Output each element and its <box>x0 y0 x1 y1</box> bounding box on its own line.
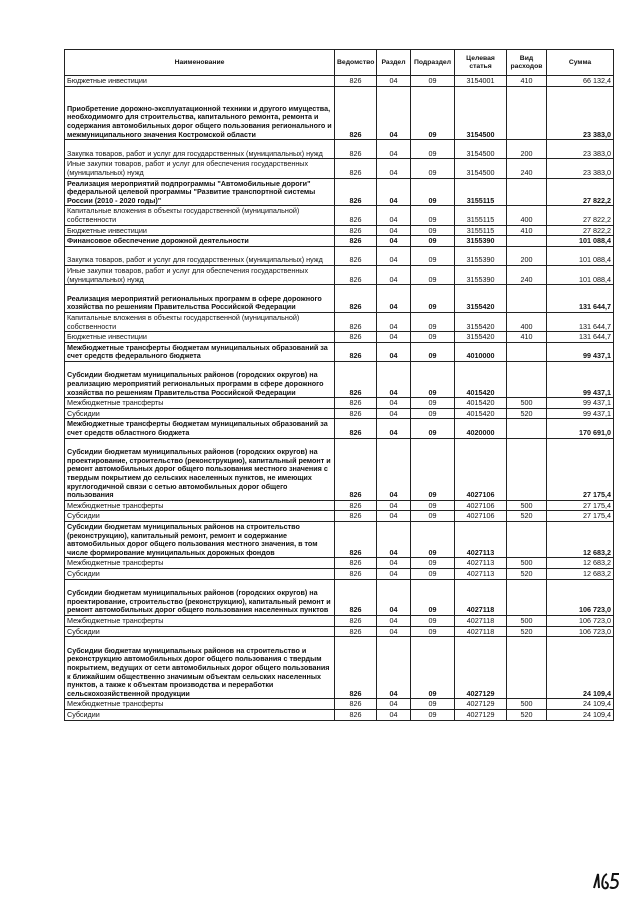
table-row <box>65 615 614 626</box>
row-dept: 826 <box>335 76 377 87</box>
row-section: 04 <box>377 86 411 140</box>
table-row <box>65 140 614 159</box>
row-subsection: 09 <box>411 265 455 284</box>
row-subsection: 09 <box>411 76 455 87</box>
table-header <box>65 50 614 76</box>
table-row <box>65 332 614 343</box>
table-row <box>65 408 614 419</box>
row-section: 04 <box>377 419 411 438</box>
table-row <box>65 312 614 331</box>
table-row <box>65 225 614 236</box>
row-section: 04 <box>377 265 411 284</box>
row-name: Бюджетные инвестиции <box>65 76 335 87</box>
row-dept: 826 <box>335 246 377 265</box>
row-dept: 826 <box>335 709 377 720</box>
row-dept: 826 <box>335 500 377 511</box>
row-section: 04 <box>377 709 411 720</box>
row-sum: 27 175,4 <box>547 500 614 511</box>
row-sum: 12 683,2 <box>547 558 614 569</box>
row-name: Субсидии бюджетам муниципальных районов (городских округов) на реализацию мероприятий региональных программ в сфере дорожного хозяйства по решениям Правительства Российской Федерации <box>65 361 335 397</box>
row-target: 4027113 <box>455 569 507 580</box>
row-section: 04 <box>377 178 411 206</box>
row-dept: 826 <box>335 419 377 438</box>
row-target: 4027106 <box>455 511 507 522</box>
budget-table <box>64 49 614 721</box>
row-dept: 826 <box>335 332 377 343</box>
row-target: 3155115 <box>455 225 507 236</box>
row-sum: 24 109,4 <box>547 709 614 720</box>
header-name: Наименование <box>65 50 335 76</box>
row-kind: 500 <box>507 558 547 569</box>
row-sum: 12 683,2 <box>547 569 614 580</box>
row-name: Субсидии <box>65 626 335 637</box>
table-row <box>65 709 614 720</box>
row-kind: 520 <box>507 709 547 720</box>
row-name: Бюджетные инвестиции <box>65 332 335 343</box>
table-row <box>65 86 614 140</box>
row-sum: 24 109,4 <box>547 699 614 710</box>
row-name: Финансовое обеспечение дорожной деятельности <box>65 236 335 247</box>
row-subsection: 09 <box>411 522 455 558</box>
row-kind: 400 <box>507 312 547 331</box>
row-sum: 23 383,0 <box>547 86 614 140</box>
row-subsection: 09 <box>411 569 455 580</box>
row-name: Закупка товаров, работ и услуг для государственных (муниципальных) нужд <box>65 140 335 159</box>
row-dept: 826 <box>335 312 377 331</box>
row-name: Субсидии бюджетам муниципальных районов (городских округов) на проектирование, строительство (реконструкцию), капитальный ремонт и ремонт автомобильных дорог общего пользования населенных пунктов <box>65 579 335 615</box>
row-kind <box>507 342 547 361</box>
header-kind: Вид расходов <box>507 50 547 76</box>
row-name: Капитальные вложения в объекты государственной (муниципальной) собственности <box>65 312 335 331</box>
table-row <box>65 500 614 511</box>
row-section: 04 <box>377 76 411 87</box>
row-section: 04 <box>377 522 411 558</box>
row-target: 4015420 <box>455 398 507 409</box>
row-kind: 520 <box>507 569 547 580</box>
row-kind: 400 <box>507 206 547 225</box>
row-section: 04 <box>377 637 411 699</box>
row-subsection: 09 <box>411 419 455 438</box>
table-row <box>65 637 614 699</box>
row-kind: 500 <box>507 500 547 511</box>
row-subsection: 09 <box>411 178 455 206</box>
row-sum: 12 683,2 <box>547 522 614 558</box>
row-target: 3155390 <box>455 236 507 247</box>
table-row <box>65 579 614 615</box>
row-target: 3154500 <box>455 86 507 140</box>
row-dept: 826 <box>335 626 377 637</box>
table-row <box>65 159 614 178</box>
row-sum: 131 644,7 <box>547 285 614 313</box>
row-subsection: 09 <box>411 285 455 313</box>
row-kind <box>507 86 547 140</box>
row-dept: 826 <box>335 361 377 397</box>
row-subsection: 09 <box>411 615 455 626</box>
row-dept: 826 <box>335 285 377 313</box>
row-sum: 27 822,2 <box>547 206 614 225</box>
row-subsection: 09 <box>411 312 455 331</box>
row-section: 04 <box>377 579 411 615</box>
row-name: Субсидии бюджетам муниципальных районов (городских округов) на проектирование, строительство (реконструкцию), капитальный ремонт и ремонт автомобильных дорог общего пользования местного значения с твердым покрытием до сельских населенных пунктов, не имеющих круглогодичной связи с сетью автомобильных дорог общего пользования <box>65 438 335 500</box>
row-section: 04 <box>377 569 411 580</box>
row-dept: 826 <box>335 398 377 409</box>
row-dept: 826 <box>335 569 377 580</box>
row-sum: 27 175,4 <box>547 438 614 500</box>
row-name: Капитальные вложения в объекты государственной (муниципальной) собственности <box>65 206 335 225</box>
row-name: Субсидии <box>65 408 335 419</box>
row-section: 04 <box>377 312 411 331</box>
table-row <box>65 511 614 522</box>
table-row <box>65 419 614 438</box>
row-kind <box>507 361 547 397</box>
row-subsection: 09 <box>411 86 455 140</box>
row-section: 04 <box>377 342 411 361</box>
row-kind: 500 <box>507 615 547 626</box>
row-target: 4027118 <box>455 626 507 637</box>
row-kind: 520 <box>507 408 547 419</box>
row-target: 4015420 <box>455 361 507 397</box>
row-target: 3155390 <box>455 246 507 265</box>
row-target: 3155420 <box>455 312 507 331</box>
row-name: Реализация мероприятий региональных программ в сфере дорожного хозяйства по решениям Правительства Российской Федерации <box>65 285 335 313</box>
row-section: 04 <box>377 511 411 522</box>
row-section: 04 <box>377 615 411 626</box>
row-kind: 410 <box>507 76 547 87</box>
row-target: 4027113 <box>455 522 507 558</box>
row-name: Иные закупки товаров, работ и услуг для обеспечения государственных (муниципальных) нужд <box>65 265 335 284</box>
row-kind: 500 <box>507 398 547 409</box>
row-subsection: 09 <box>411 398 455 409</box>
row-name: Приобретение дорожно-эксплуатационной техники и другого имущества, необходимомго для строительства, капитального ремонта, ремонта и содержания автомобильных дорог общего пользования регионального и межмуниципального значения Костромской области <box>65 86 335 140</box>
row-subsection: 09 <box>411 709 455 720</box>
row-dept: 826 <box>335 225 377 236</box>
row-subsection: 09 <box>411 236 455 247</box>
row-subsection: 09 <box>411 246 455 265</box>
row-section: 04 <box>377 236 411 247</box>
row-section: 04 <box>377 285 411 313</box>
header-target: Целевая статья <box>455 50 507 76</box>
row-kind: 240 <box>507 265 547 284</box>
row-dept: 826 <box>335 615 377 626</box>
row-section: 04 <box>377 500 411 511</box>
row-kind <box>507 579 547 615</box>
row-name: Субсидии <box>65 569 335 580</box>
row-sum: 99 437,1 <box>547 398 614 409</box>
row-name: Реализация мероприятий подпрограммы "Автомобильные дороги" федеральной целевой программы "Развитие транспортной системы России (2010 - 2020 годы)" <box>65 178 335 206</box>
row-kind <box>507 522 547 558</box>
row-kind <box>507 178 547 206</box>
row-name: Иные закупки товаров, работ и услуг для обеспечения государственных (муниципальных) нужд <box>65 159 335 178</box>
table-row <box>65 626 614 637</box>
row-subsection: 09 <box>411 637 455 699</box>
row-subsection: 09 <box>411 438 455 500</box>
row-sum: 27 822,2 <box>547 178 614 206</box>
row-target: 4015420 <box>455 408 507 419</box>
row-subsection: 09 <box>411 511 455 522</box>
row-name: Закупка товаров, работ и услуг для государственных (муниципальных) нужд <box>65 246 335 265</box>
table-row <box>65 206 614 225</box>
row-sum: 101 088,4 <box>547 236 614 247</box>
row-name: Субсидии <box>65 511 335 522</box>
row-sum: 23 383,0 <box>547 159 614 178</box>
row-name: Субсидии бюджетам муниципальных районов на строительство (реконструкцию), капитальный ремонт, ремонт и содержание автомобильных дорог общего пользования местного значения, в том числе формирование муниципальных дорожных фондов <box>65 522 335 558</box>
row-subsection: 09 <box>411 140 455 159</box>
row-target: 3155115 <box>455 178 507 206</box>
row-target: 3155420 <box>455 332 507 343</box>
row-section: 04 <box>377 206 411 225</box>
row-section: 04 <box>377 699 411 710</box>
row-section: 04 <box>377 408 411 419</box>
row-target: 3155390 <box>455 265 507 284</box>
row-sum: 99 437,1 <box>547 342 614 361</box>
row-sum: 131 644,7 <box>547 312 614 331</box>
row-kind: 200 <box>507 246 547 265</box>
row-sum: 170 691,0 <box>547 419 614 438</box>
row-target: 4027129 <box>455 637 507 699</box>
row-kind: 410 <box>507 225 547 236</box>
row-dept: 826 <box>335 159 377 178</box>
row-target: 3154500 <box>455 159 507 178</box>
row-dept: 826 <box>335 178 377 206</box>
row-subsection: 09 <box>411 558 455 569</box>
row-sum: 131 644,7 <box>547 332 614 343</box>
row-target: 3155420 <box>455 285 507 313</box>
row-name: Межбюджетные трансферты бюджетам муниципальных образований за счет средств федерального бюджета <box>65 342 335 361</box>
row-dept: 826 <box>335 86 377 140</box>
row-subsection: 09 <box>411 332 455 343</box>
row-kind: 520 <box>507 626 547 637</box>
table-row <box>65 246 614 265</box>
row-sum: 106 723,0 <box>547 579 614 615</box>
row-dept: 826 <box>335 236 377 247</box>
row-name: Межбюджетные трансферты <box>65 398 335 409</box>
page-number-handwritten <box>591 868 621 892</box>
row-sum: 23 383,0 <box>547 140 614 159</box>
row-sum: 99 437,1 <box>547 361 614 397</box>
row-name: Межбюджетные трансферты <box>65 615 335 626</box>
table-row <box>65 285 614 313</box>
row-kind <box>507 236 547 247</box>
row-subsection: 09 <box>411 342 455 361</box>
row-name: Межбюджетные трансферты <box>65 558 335 569</box>
row-sum: 66 132,4 <box>547 76 614 87</box>
row-dept: 826 <box>335 511 377 522</box>
table-row <box>65 342 614 361</box>
row-target: 4027106 <box>455 438 507 500</box>
row-target: 4027113 <box>455 558 507 569</box>
row-name: Субсидии бюджетам муниципальных районов на строительство и реконструкцию автомобильных дорог общего пользования с твердым покрытием, ведущих от сети автомобильных дорог общего пользования к ближайшим общественно значимым объектам сельских населенных пунктов, а также к объектам производства и переработки сельскохозяйственной продукции <box>65 637 335 699</box>
row-subsection: 09 <box>411 500 455 511</box>
row-sum: 101 088,4 <box>547 246 614 265</box>
row-name: Межбюджетные трансферты <box>65 699 335 710</box>
table-row <box>65 236 614 247</box>
row-subsection: 09 <box>411 206 455 225</box>
row-section: 04 <box>377 438 411 500</box>
row-kind <box>507 438 547 500</box>
row-subsection: 09 <box>411 361 455 397</box>
row-dept: 826 <box>335 265 377 284</box>
row-target: 3155115 <box>455 206 507 225</box>
header-section: Раздел <box>377 50 411 76</box>
table-row <box>65 699 614 710</box>
row-sum: 99 437,1 <box>547 408 614 419</box>
row-name: Субсидии <box>65 709 335 720</box>
row-kind: 520 <box>507 511 547 522</box>
row-dept: 826 <box>335 699 377 710</box>
row-target: 4010000 <box>455 342 507 361</box>
row-target: 3154001 <box>455 76 507 87</box>
row-name: Межбюджетные трансферты <box>65 500 335 511</box>
row-dept: 826 <box>335 206 377 225</box>
row-kind <box>507 419 547 438</box>
row-dept: 826 <box>335 558 377 569</box>
row-dept: 826 <box>335 408 377 419</box>
row-section: 04 <box>377 140 411 159</box>
row-dept: 826 <box>335 637 377 699</box>
row-sum: 24 109,4 <box>547 637 614 699</box>
table-row <box>65 558 614 569</box>
row-subsection: 09 <box>411 699 455 710</box>
row-subsection: 09 <box>411 225 455 236</box>
table-row <box>65 178 614 206</box>
row-section: 04 <box>377 626 411 637</box>
header-dept: Ведомство <box>335 50 377 76</box>
row-target: 4027129 <box>455 709 507 720</box>
table-row <box>65 76 614 87</box>
row-subsection: 09 <box>411 159 455 178</box>
row-target: 4027118 <box>455 615 507 626</box>
row-name: Межбюджетные трансферты бюджетам муниципальных образований за счет средств областного бюджета <box>65 419 335 438</box>
row-dept: 826 <box>335 342 377 361</box>
row-sum: 27 175,4 <box>547 511 614 522</box>
row-kind: 240 <box>507 159 547 178</box>
row-sum: 101 088,4 <box>547 265 614 284</box>
table-row <box>65 569 614 580</box>
row-kind: 200 <box>507 140 547 159</box>
row-subsection: 09 <box>411 626 455 637</box>
row-sum: 106 723,0 <box>547 626 614 637</box>
row-target: 4027118 <box>455 579 507 615</box>
header-subsection: Подраздел <box>411 50 455 76</box>
row-dept: 826 <box>335 522 377 558</box>
row-kind <box>507 285 547 313</box>
row-subsection: 09 <box>411 579 455 615</box>
row-dept: 826 <box>335 438 377 500</box>
table-row <box>65 265 614 284</box>
row-target: 3154500 <box>455 140 507 159</box>
row-section: 04 <box>377 398 411 409</box>
row-dept: 826 <box>335 140 377 159</box>
row-section: 04 <box>377 225 411 236</box>
row-kind <box>507 637 547 699</box>
row-target: 4027106 <box>455 500 507 511</box>
row-target: 4020000 <box>455 419 507 438</box>
table-body <box>65 76 614 721</box>
row-kind: 500 <box>507 699 547 710</box>
row-section: 04 <box>377 159 411 178</box>
row-dept: 826 <box>335 579 377 615</box>
row-section: 04 <box>377 332 411 343</box>
row-subsection: 09 <box>411 408 455 419</box>
row-sum: 106 723,0 <box>547 615 614 626</box>
table-row <box>65 438 614 500</box>
table-row <box>65 522 614 558</box>
row-section: 04 <box>377 246 411 265</box>
row-sum: 27 822,2 <box>547 225 614 236</box>
row-section: 04 <box>377 361 411 397</box>
row-name: Бюджетные инвестиции <box>65 225 335 236</box>
table-row <box>65 398 614 409</box>
row-section: 04 <box>377 558 411 569</box>
row-kind: 410 <box>507 332 547 343</box>
table-row <box>65 361 614 397</box>
header-sum: Сумма <box>547 50 614 76</box>
row-target: 4027129 <box>455 699 507 710</box>
